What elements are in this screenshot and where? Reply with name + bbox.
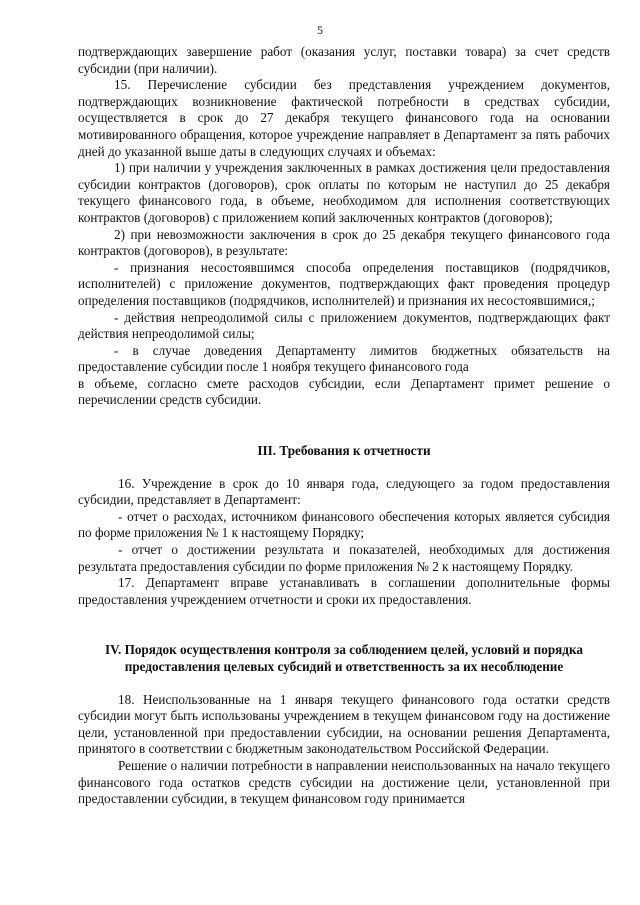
paragraph: 18. Неиспользованные на 1 января текущего финансового года остатки средств субсидии могут быть использованы учреждением в текущем финансовом году на достижение цели, установленной при предоставлении субсидии, на основании решения Департамента, принятого в соответствии с бюджетным законодательством Российской Федерации. xyxy=(78,691,610,757)
paragraph: - признания несостоявшимся способа определения поставщиков (подрядчиков, исполнителей) с приложение документов, подтверждающих факт проведения процедур определения поставщиков (подрядчиков, исполнителей) и признания их несостоявшимися,; xyxy=(78,259,610,308)
section-heading: IV. Порядок осуществления контроля за соблюдением целей, условий и порядка предоставления целевых субсидий и ответственность за их несоблюдение xyxy=(105,642,583,674)
paragraph: 16. Учреждение в срок до 10 января года, следующего за годом предоставления субсидии, представляет в Департамент: xyxy=(78,475,610,508)
paragraph: подтверждающих завершение работ (оказания услуг, поставки товара) за счет средств субсидии (при наличии). xyxy=(78,44,610,76)
paragraph: - отчет о достижении результата и показателей, необходимых для достижения результата предоставления субсидии по форме приложения № 2 к настоящему Порядку. xyxy=(78,542,610,574)
document-body xyxy=(78,44,610,808)
paragraph: - действия непреодолимой силы с приложением документов, подтверждающих факт действия непреодолимой силы; xyxy=(78,309,610,342)
paragraph: 1) при наличии у учреждения заключенных в рамках достижения цели предоставления субсидии контрактов (договоров), срок оплаты по которым не наступил до 25 декабря текущего финансового года, в объеме, необходимом для исполнения соответствующих контрактов (договоров) с приложением копий заключенных контрактов (договоров); xyxy=(78,160,610,225)
paragraph: 2) при невозможности заключения в срок до 25 декабря текущего финансового года контрактов (договоров), в результате: xyxy=(78,226,610,259)
section-heading: III. Требования к отчетности xyxy=(257,443,431,459)
paragraph: 15. Перечисление субсидии без представления учреждением документов, подтверждающих возникновение фактической потребности в средствах субсидии, осуществляется в срок до 27 декабря текущего финансового года на основании мотивированного обращения, которое учреждение направляет в Департамент за пять рабочих дней до указанной выше даты в следующих случаях и объемах: xyxy=(78,77,610,159)
paragraph: Решение о наличии потребности в направлении неиспользованных на начало текущего финансового года остатков средств субсидии на достижение цели, установленной при предоставлении субсидии, в текущем финансовом году принимается xyxy=(78,757,610,807)
paragraph: 17. Департамент вправе устанавливать в соглашении дополнительные формы предоставления учреждением отчетности и сроки их предоставления. xyxy=(78,575,610,607)
paragraph: в объеме, согласно смете расходов субсидии, если Департамент примет решение о перечислении средств субсидии. xyxy=(78,375,610,408)
paragraph: - в случае доведения Департаменту лимитов бюджетных обязательств на предоставление субсидии после 1 ноября текущего финансового года xyxy=(78,342,610,375)
paragraph: - отчет о расходах, источником финансового обеспечения которых является субсидия по форме приложения № 1 к настоящему Порядку; xyxy=(78,508,610,541)
page-number: 5 xyxy=(317,23,323,37)
